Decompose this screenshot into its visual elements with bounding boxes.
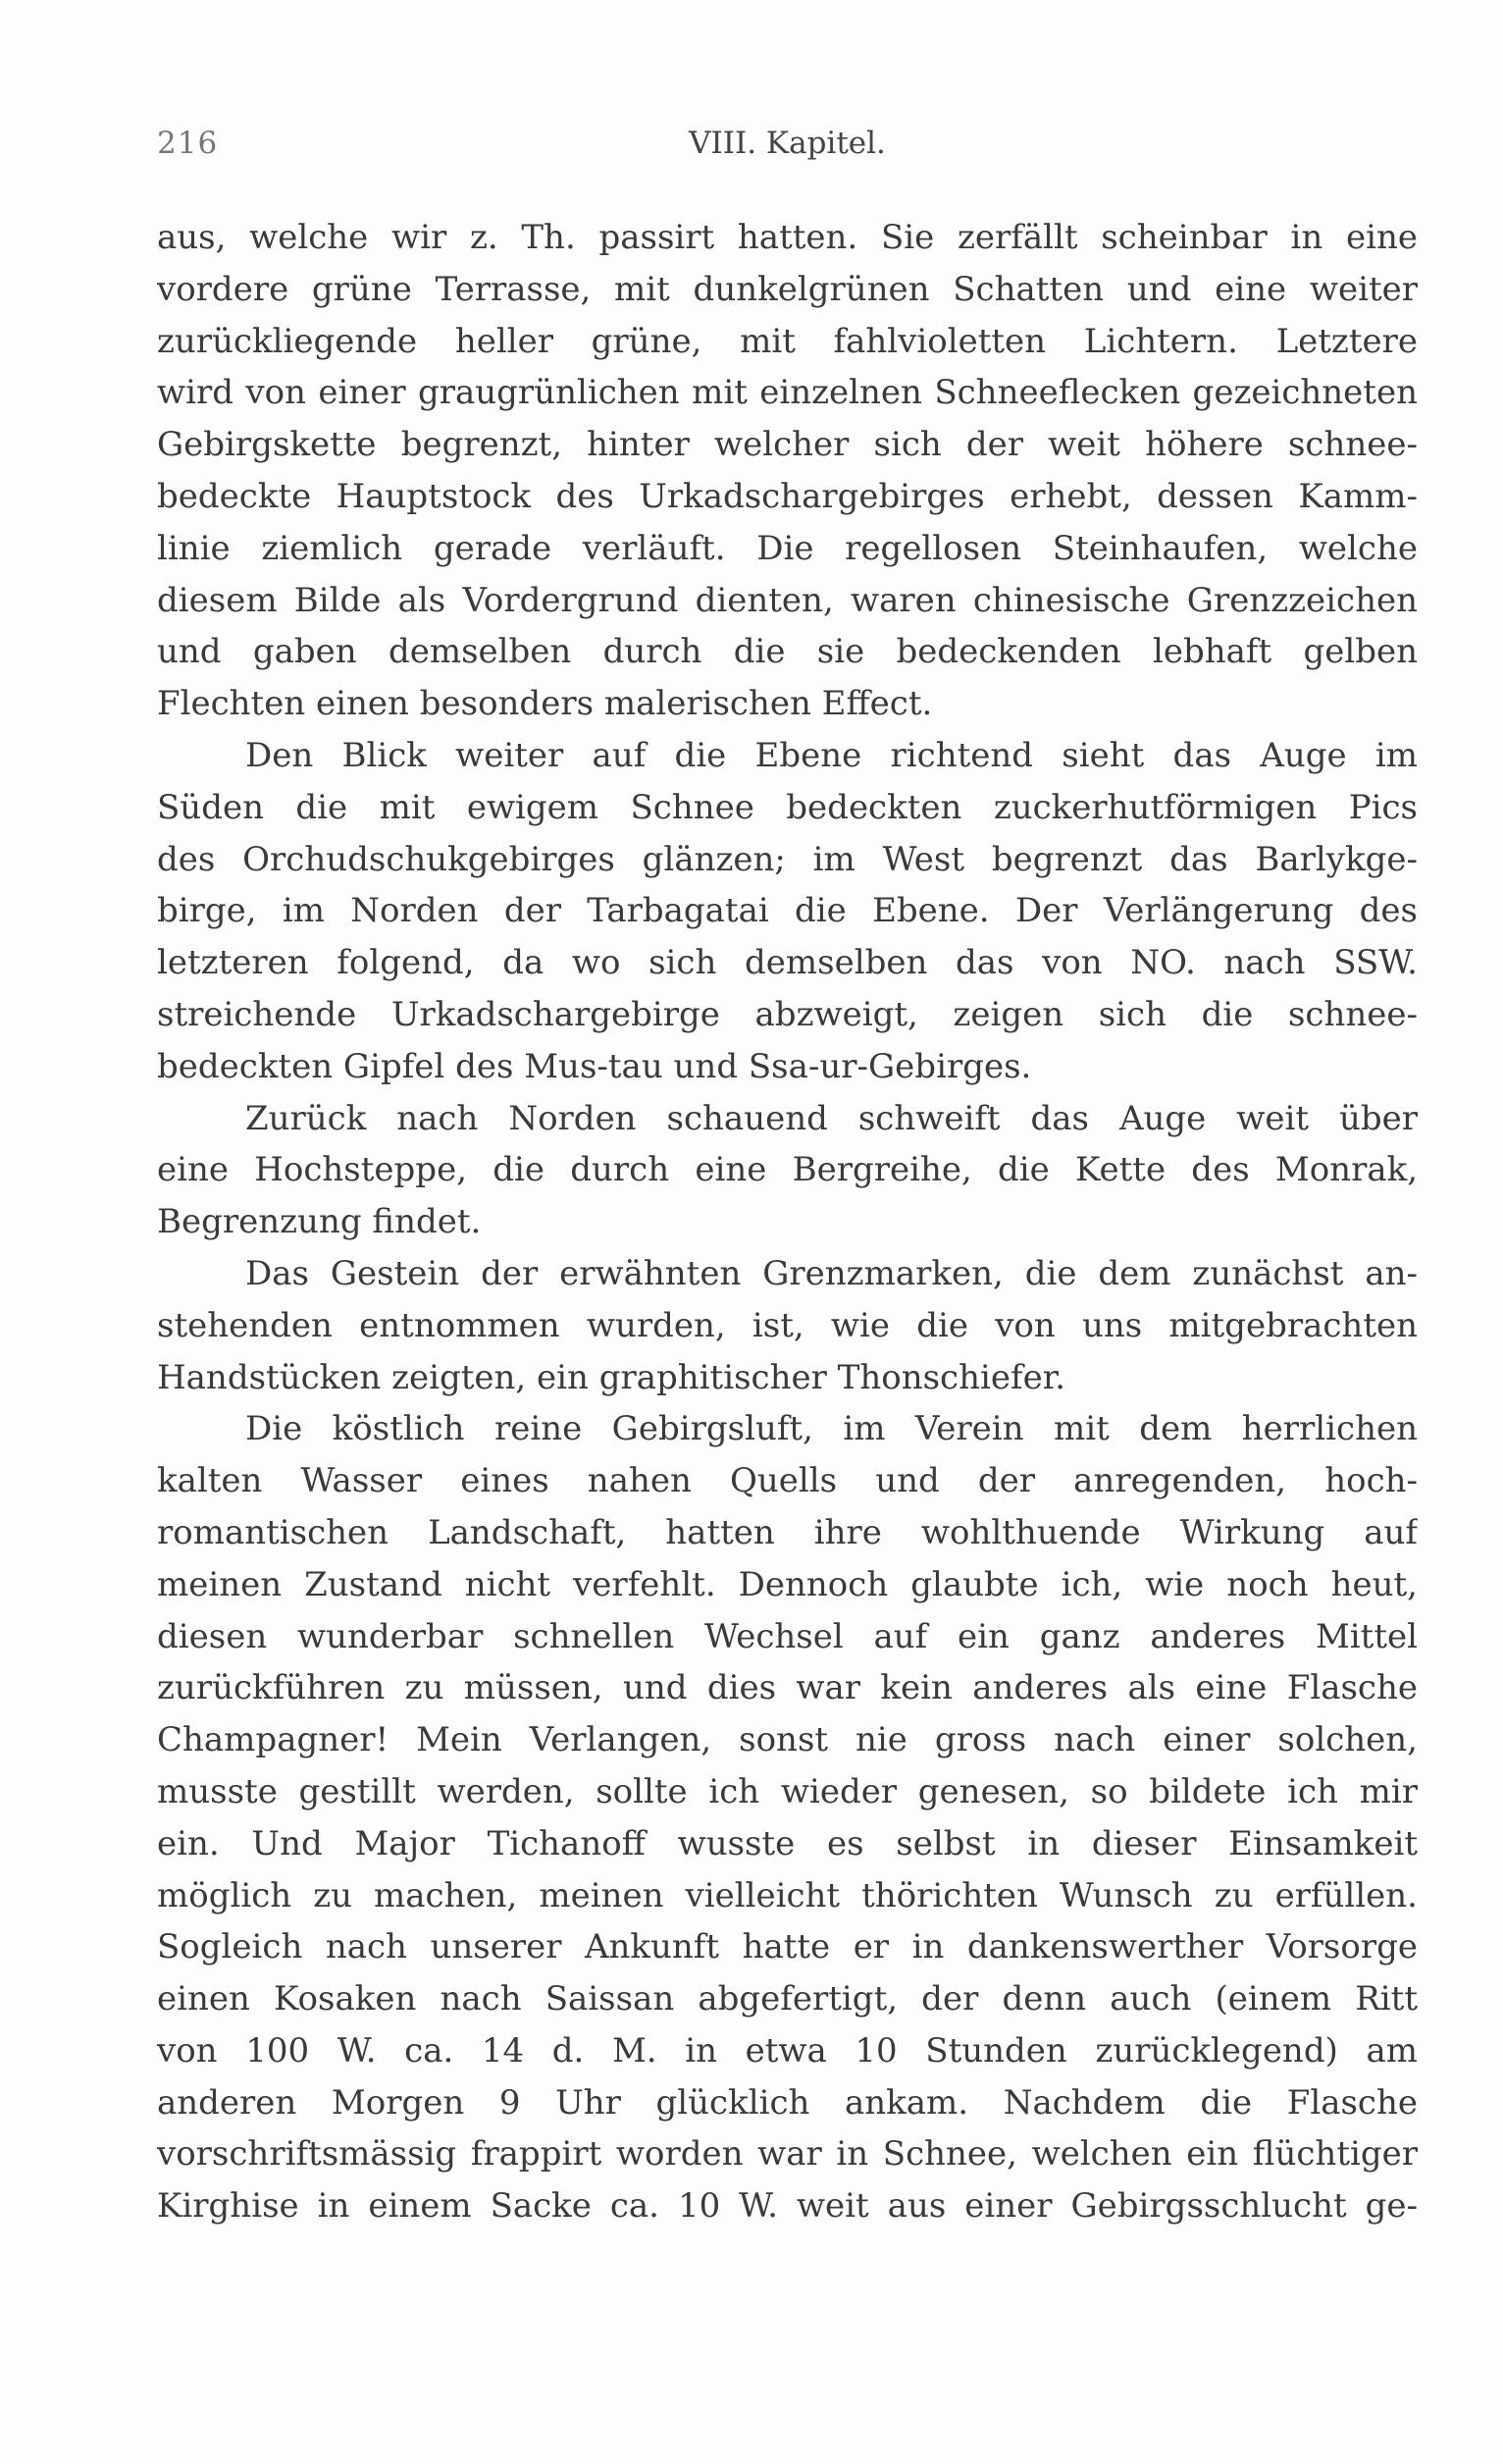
body-text — [157, 212, 1418, 2232]
text-line: streichende Urkadschargebirge abzweigt, zeigen sich die schnee- — [157, 994, 1418, 1034]
text-line: Flechten einen besonders malerischen Effect. — [157, 684, 933, 724]
text-line: möglich zu machen, meinen vielleicht thörichten Wunsch zu erfüllen. — [157, 1875, 1418, 1915]
page-number: 216 — [157, 126, 219, 161]
text-line: Handstücken zeigten, ein graphitischer Thonschiefer. — [157, 1357, 1066, 1397]
text-line: einen Kosaken nach Saissan abgefertigt, der denn auch (einem Ritt — [157, 1979, 1418, 2019]
text-line: wird von einer graugrünlichen mit einzelnen Schneeflecken gezeichneten — [157, 373, 1418, 413]
text-line: stehenden entnommen wurden, ist, wie die von uns mitgebrachten — [157, 1305, 1418, 1345]
text-line: bedeckten Gipfel des Mus-tau und Ssa-ur-Gebirges. — [157, 1046, 1032, 1086]
text-line: kalten Wasser eines nahen Quells und der anregenden, hoch- — [157, 1461, 1418, 1501]
text-line: vorschriftsmässig frappirt worden war in Schnee, welchen ein flüchtiger — [157, 2134, 1418, 2175]
text-line: Begrenzung findet. — [157, 1202, 482, 1242]
text-line: vordere grüne Terrasse, mit dunkelgrünen Schatten und eine weiter — [157, 269, 1418, 309]
text-line: diesem Bilde als Vordergrund dienten, waren chinesische Grenzzeichen — [157, 580, 1418, 620]
text-line: Sogleich nach unserer Ankunft hatte er in dankenswerther Vorsorge — [157, 1927, 1418, 1967]
text-line: diesen wunderbar schnellen Wechsel auf ein ganz anderes Mittel — [157, 1616, 1418, 1656]
text-line: von 100 W. ca. 14 d. M. in etwa 10 Stunden zurücklegend) am — [157, 2030, 1418, 2071]
text-line: ein. Und Major Tichanoff wusste es selbst in dieser Einsamkeit — [157, 1823, 1418, 1863]
page-header — [157, 126, 1418, 175]
text-line: Gebirgskette begrenzt, hinter welcher sich der weit höhere schnee- — [157, 425, 1418, 465]
text-line: bedeckte Hauptstock des Urkadschargebirges erhebt, dessen Kamm- — [157, 476, 1418, 516]
text-line: und gaben demselben durch die sie bedeckenden lebhaft gelben — [157, 632, 1418, 672]
text-line: zurückliegende heller grüne, mit fahlvioletten Lichtern. Letztere — [157, 321, 1418, 361]
text-line: letzteren folgend, da wo sich demselben das von NO. nach SSW. — [157, 943, 1418, 983]
text-line: romantischen Landschaft, hatten ihre wohlthuende Wirkung auf — [157, 1512, 1418, 1552]
text-line: zurückführen zu müssen, und dies war kein anderes als eine Flasche — [157, 1668, 1418, 1708]
text-line: musste gestillt werden, sollte ich wieder genesen, so bildete ich mir — [157, 1771, 1418, 1811]
text-line: anderen Morgen 9 Uhr glücklich ankam. Nachdem die Flasche — [157, 2082, 1418, 2123]
text-line: des Orchudschukgebirges glänzen; im West begrenzt das Barlykge- — [157, 839, 1418, 879]
text-line: aus, welche wir z. Th. passirt hatten. Sie zerfällt scheinbar in eine — [157, 218, 1418, 257]
text-line: Süden die mit ewigem Schnee bedeckten zuckerhutförmigen Pics — [157, 787, 1418, 827]
running-head: VIII. Kapitel. — [689, 126, 886, 161]
text-line: Den Blick weiter auf die Ebene richtend sieht das Auge im — [245, 735, 1418, 775]
text-line: meinen Zustand nicht verfehlt. Dennoch glaubte ich, wie noch heut, — [157, 1564, 1418, 1604]
text-line: linie ziemlich gerade verläuft. Die regellosen Steinhaufen, welche — [157, 528, 1418, 568]
text-line: Kirghise in einem Sacke ca. 10 W. weit aus einer Gebirgsschlucht ge- — [157, 2186, 1418, 2227]
text-line: Das Gestein der erwähnten Grenzmarken, die dem zunächst an- — [245, 1253, 1418, 1293]
text-line: Zurück nach Norden schauend schweift das Auge weit über — [245, 1098, 1418, 1138]
text-line: birge, im Norden der Tarbagatai die Ebene. Der Verlängerung des — [157, 891, 1418, 931]
text-line: eine Hochsteppe, die durch eine Bergreihe, die Kette des Monrak, — [157, 1150, 1418, 1190]
text-line: Champagner! Mein Verlangen, sonst nie gross nach einer solchen, — [157, 1720, 1418, 1760]
text-line: Die köstlich reine Gebirgsluft, im Verein mit dem herrlichen — [245, 1409, 1418, 1449]
